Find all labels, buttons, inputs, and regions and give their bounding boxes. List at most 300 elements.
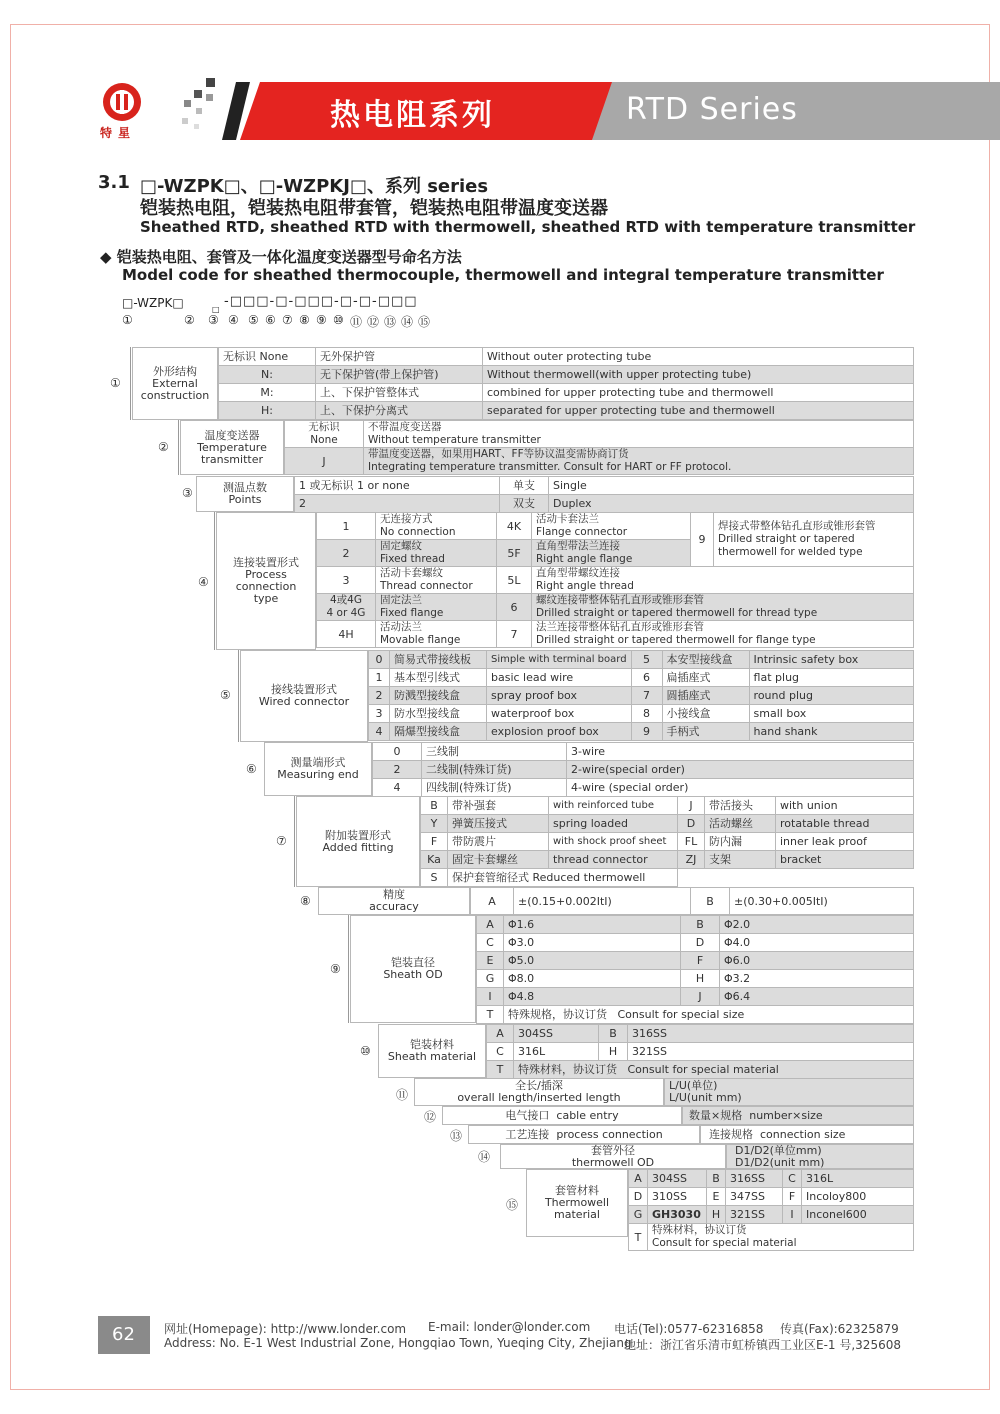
s13-b-en: connection size <box>760 1127 846 1141</box>
footer-homepage: 网址(Homepage): http://www.londer.com <box>164 1322 407 1336</box>
table-row <box>369 669 914 687</box>
s15-label-cn: 套管材料 <box>555 1184 599 1197</box>
table-cell: 无下保护管(带上保护管) <box>316 366 483 384</box>
s14-label-cn: 套管外径 <box>591 1143 635 1157</box>
table-cell: with reinforced tube <box>549 797 678 815</box>
table-cell: 活动法兰 Movable flange <box>376 621 497 648</box>
table-cell: 固定法兰 Fixed flange <box>376 594 497 621</box>
table-row <box>373 743 914 761</box>
decor-squares-icon <box>176 76 222 136</box>
table-row <box>317 594 914 621</box>
table-cell: G <box>477 970 504 988</box>
table-cell: FL <box>678 833 705 851</box>
table-cell: 单支 <box>500 477 549 495</box>
table-cell: T <box>477 1006 504 1024</box>
s13-b <box>700 1125 914 1144</box>
logo-icon <box>98 80 146 128</box>
brand-logo <box>98 80 146 128</box>
table-cell: 特殊规格，协议订货 Consult for special size <box>504 1006 914 1024</box>
subheading-cn: ◆ 铠装热电阻、套管及一体化温度变送器型号命名方法 <box>100 248 462 266</box>
table-cell: 9 <box>691 513 714 567</box>
table-cell: waterproof box <box>487 705 632 723</box>
table-cell: 3 <box>317 567 376 594</box>
s6-num: ⑥ <box>246 762 257 776</box>
table-cell: 圆插座式 <box>662 687 749 705</box>
table-cell: 基本型引线式 <box>390 669 487 687</box>
s14-unit <box>726 1144 914 1169</box>
table-cell: basic lead wire <box>487 669 632 687</box>
table-cell: 带补强套 <box>448 797 549 815</box>
table-row <box>629 1188 914 1206</box>
table-cell: F <box>421 833 448 851</box>
table-row <box>477 988 914 1006</box>
table-row <box>421 815 914 833</box>
table-cell: 2 <box>295 495 500 513</box>
table-row <box>317 513 914 540</box>
table-cell: Inconel600 <box>802 1206 914 1224</box>
table-cell: Φ3.2 <box>720 970 914 988</box>
table-cell: 直角型带法兰连接 Right angle flange <box>532 540 691 567</box>
code-num-9: ⑨ <box>316 313 327 327</box>
table-cell: 4H <box>317 621 376 648</box>
bracket-line <box>238 650 239 742</box>
table-row <box>369 723 914 741</box>
s12-a-cn: 电气接口 <box>505 1108 550 1122</box>
table-cell: Φ2.0 <box>720 916 914 934</box>
table-row <box>295 495 914 513</box>
bracket-line <box>214 512 215 650</box>
table-cell: 316L <box>514 1043 599 1061</box>
table-cell: H <box>707 1206 726 1224</box>
s8-num: ⑧ <box>300 894 311 908</box>
table-cell: with union <box>776 797 914 815</box>
s11-label-cn: 全长/插深 <box>515 1079 563 1092</box>
s9-label-en: Sheath OD <box>383 968 443 981</box>
table-cell: F <box>681 952 720 970</box>
s10-num: ⑩ <box>360 1044 371 1058</box>
table-cell: I <box>783 1206 802 1224</box>
table-row <box>471 888 914 915</box>
table-cell: D <box>678 815 705 833</box>
s5-table <box>368 650 914 741</box>
table-cell: 4-wire (special order) <box>567 779 914 797</box>
table-row <box>487 1043 914 1061</box>
s3-label-en: Points <box>228 493 262 506</box>
s11-unit <box>664 1078 914 1106</box>
table-cell: 焊接式带整体钻孔直形或锥形套管 Drilled straight or tapered thermowell for welded type <box>714 513 914 567</box>
table-cell: Without thermowell(with upper protecting tube) <box>483 366 914 384</box>
s8-label <box>318 887 470 915</box>
s15-label-en: Thermowell material <box>544 1196 610 1221</box>
table-cell: bracket <box>776 851 914 869</box>
table-cell: B <box>691 888 730 915</box>
table-cell: T <box>487 1061 514 1079</box>
s1-label-en: External construction <box>140 376 210 402</box>
s9-label-cn: 铠装直径 <box>391 956 435 969</box>
code-num-12: ⑫ <box>367 315 380 329</box>
s14-unit-en: D1/D2(unit mm) <box>735 1155 825 1169</box>
table-cell: Φ5.0 <box>504 952 681 970</box>
table-cell: E <box>707 1188 726 1206</box>
s12-b-cn: 数量×规格 <box>689 1108 743 1122</box>
table-cell: 不带温度变送器 Without temperature transmitter <box>364 421 914 448</box>
table-cell: 4K <box>497 513 532 540</box>
table-cell: 螺纹连接带整体钻孔直形或锥形套管 Drilled straight or tapered thermowell for thread type <box>532 594 914 621</box>
table-row <box>219 366 914 384</box>
table-row <box>373 761 914 779</box>
table-cell: Φ4.8 <box>504 988 681 1006</box>
s5-num: ⑤ <box>220 688 231 702</box>
table-cell: 直角型带螺纹连接 Right angle thread <box>532 567 914 594</box>
table-cell: 上、下保护分离式 <box>316 402 483 420</box>
table-cell: A <box>471 888 514 915</box>
table-row <box>285 421 914 448</box>
table-row <box>219 384 914 402</box>
bracket-line <box>178 420 179 475</box>
table-cell: Φ3.0 <box>504 934 681 952</box>
table-cell: 5 <box>631 651 662 669</box>
table-cell: J <box>681 988 720 1006</box>
table-cell: A <box>487 1025 514 1043</box>
s12-b-en: number×size <box>749 1108 823 1122</box>
table-cell: Y <box>421 815 448 833</box>
table-cell: Ka <box>421 851 448 869</box>
s4-label <box>216 512 316 650</box>
table-cell: Without outer protecting tube <box>483 348 914 366</box>
s2-table <box>284 420 914 475</box>
table-cell: 支架 <box>705 851 776 869</box>
s2-label <box>180 420 284 475</box>
table-cell: 二线制(特殊订货) <box>422 761 567 779</box>
table-cell: GH3030 <box>648 1206 707 1224</box>
table-cell: 4 <box>373 779 422 797</box>
table-cell: B <box>681 916 720 934</box>
table-row <box>373 779 914 797</box>
s13-a-en: process connection <box>556 1127 663 1141</box>
s3-table <box>294 476 914 513</box>
s8-table <box>470 887 914 915</box>
bracket-line <box>294 796 295 887</box>
s1-label <box>132 347 218 420</box>
s13-num: ⑬ <box>450 1129 463 1143</box>
table-cell: 2 <box>373 761 422 779</box>
code-num-4: ④ <box>228 313 239 327</box>
table-cell: C <box>477 934 504 952</box>
table-cell: 活动螺丝 <box>705 815 776 833</box>
table-cell: 2-wire(special order) <box>567 761 914 779</box>
table-cell: D <box>681 934 720 952</box>
table-cell: 三线制 <box>422 743 567 761</box>
table-cell: Single <box>549 477 914 495</box>
table-cell: C <box>783 1170 802 1188</box>
table-cell: 防溅型接线盒 <box>390 687 487 705</box>
table-cell: 6 <box>631 669 662 687</box>
table-cell: ±(0.30+0.005ItI) <box>730 888 914 915</box>
table-cell: 上、下保护管整体式 <box>316 384 483 402</box>
s1-label-cn: 外形结构 <box>153 364 197 378</box>
s8-label-en: accuracy <box>369 900 419 913</box>
table-cell: 1 或无标识 1 or none <box>295 477 500 495</box>
s1-num: ① <box>110 376 121 390</box>
table-cell: 无标识 None <box>285 421 364 448</box>
s4-label-en: Process connection type <box>235 568 297 605</box>
table-cell: ±(0.15+0.002ItI) <box>514 888 691 915</box>
subheading-en: Model code for sheathed thermocouple, thermowell and integral temperature transmitter <box>122 266 884 284</box>
table-cell: 0 <box>369 651 390 669</box>
table-cell: 5L <box>497 567 532 594</box>
table-cell: 固定卡套螺丝 <box>448 851 549 869</box>
table-cell: G <box>629 1206 648 1224</box>
table-cell: A <box>629 1170 648 1188</box>
s7-label-cn: 附加装置形式 <box>325 828 391 842</box>
code-num-2: ② <box>184 313 195 327</box>
table-row <box>629 1224 914 1251</box>
table-cell: explosion proof box <box>487 723 632 741</box>
table-cell: 316SS <box>628 1025 914 1043</box>
s12-b <box>682 1106 914 1125</box>
table-row <box>629 1206 914 1224</box>
table-cell: 活动卡套螺纹 Thread connector <box>376 567 497 594</box>
table-cell: 316SS <box>726 1170 783 1188</box>
table-cell: Simple with terminal board <box>487 651 632 669</box>
table-cell: 1 <box>369 669 390 687</box>
code-num-3: ③ <box>208 313 219 327</box>
s9-num: ⑨ <box>330 962 341 976</box>
code-num-14: ⑭ <box>401 315 414 329</box>
code-num-1: ① <box>122 313 133 327</box>
table-cell: Φ8.0 <box>504 970 681 988</box>
s6-label-en: Measuring end <box>277 768 359 781</box>
table-cell: small box <box>749 705 913 723</box>
code-boxes: -□□□-□-□□□-□-□-□□□ <box>224 294 418 309</box>
table-cell: Φ4.0 <box>720 934 914 952</box>
logo-text: 特星 <box>100 126 137 140</box>
table-cell: 1 <box>317 513 376 540</box>
table-cell: J <box>678 797 705 815</box>
table-cell: 小接线盒 <box>662 705 749 723</box>
table-row <box>477 1006 914 1024</box>
s4-label-cn: 连接装置形式 <box>233 556 299 569</box>
table-cell: 304SS <box>514 1025 599 1043</box>
table-row <box>421 869 914 887</box>
code-num-15: ⑮ <box>418 315 431 329</box>
table-cell: 4或4G 4 or 4G <box>317 594 376 621</box>
table-cell: T <box>629 1224 648 1251</box>
table-cell: 347SS <box>726 1188 783 1206</box>
table-cell: J <box>285 448 364 475</box>
table-cell: 固定螺纹 Fixed thread <box>376 540 497 567</box>
table-cell: E <box>477 952 504 970</box>
series-title: □-WZPK□、□-WZPKJ□、系列 series <box>140 176 489 197</box>
table-cell: B <box>599 1025 628 1043</box>
s3-label <box>196 476 294 512</box>
table-cell: 扁插座式 <box>662 669 749 687</box>
table-cell: I <box>477 988 504 1006</box>
table-cell: spring loaded <box>549 815 678 833</box>
table-row <box>369 687 914 705</box>
table-cell: 2 <box>317 540 376 567</box>
table-cell: Duplex <box>549 495 914 513</box>
table-cell: 无标识 None <box>219 348 316 366</box>
s5-label-en: Wired connector <box>258 695 350 708</box>
table-cell: separated for upper protecting tube and thermowell <box>483 402 914 420</box>
s14-label-en: thermowell OD <box>571 1155 655 1169</box>
footer-address-en: Address: No. E-1 West Industrial Zone, Hongqiao Town, Yueqing City, Zhejiang <box>164 1336 632 1350</box>
table-row <box>421 797 914 815</box>
table-row <box>285 448 914 475</box>
table-cell: hand shank <box>749 723 913 741</box>
s11-unit-cn: L/U(单位) <box>669 1079 718 1092</box>
table-row <box>317 621 914 648</box>
section-number: 3.1 <box>98 172 130 193</box>
s12-a-en: cable entry <box>556 1108 619 1122</box>
table-cell: 特殊材料，协议订货 Consult for special material <box>648 1224 914 1251</box>
table-cell: 5F <box>497 540 532 567</box>
code-num-8: ⑧ <box>299 313 310 327</box>
table-cell: D <box>629 1188 648 1206</box>
table-cell: 316L <box>802 1170 914 1188</box>
table-cell: flat plug <box>749 669 913 687</box>
code-prefix: □-WZPK□ <box>122 296 184 310</box>
s14-label <box>500 1144 726 1169</box>
table-cell: A <box>477 916 504 934</box>
s6-table <box>372 742 914 797</box>
s1-table <box>218 347 914 420</box>
footer-email: E-mail: londer@londer.com <box>428 1320 591 1334</box>
s13-b-cn: 连接规格 <box>709 1127 753 1141</box>
table-cell: Φ1.6 <box>504 916 681 934</box>
table-cell: 手柄式 <box>662 723 749 741</box>
table-cell: 防内漏 <box>705 833 776 851</box>
table-row <box>317 567 914 594</box>
bracket-line <box>348 915 349 1023</box>
table-cell: Intrinsic safety box <box>749 651 913 669</box>
s12-num: ⑫ <box>424 1110 437 1124</box>
table-cell: F <box>783 1188 802 1206</box>
s14-num: ⑭ <box>478 1150 491 1164</box>
s11-unit-en: L/U(unit mm) <box>669 1091 742 1104</box>
table-cell: 简易式带接线板 <box>390 651 487 669</box>
table-cell: Φ6.4 <box>720 988 914 1006</box>
bracket-line <box>130 347 131 420</box>
s11-label-en: overall length/inserted length <box>457 1091 621 1104</box>
banner-title-cn: 热电阻系列 <box>330 98 495 133</box>
s9-table <box>476 915 914 1024</box>
s15-num: ⑮ <box>506 1198 519 1212</box>
table-cell: C <box>487 1043 514 1061</box>
s4-num: ④ <box>198 575 209 589</box>
s14-unit-cn: D1/D2(单位mm) <box>735 1143 822 1157</box>
footer-tel: 电话(Tel):0577-62316858 <box>614 1322 764 1336</box>
table-row <box>477 916 914 934</box>
table-cell: 隔爆型接线盒 <box>390 723 487 741</box>
table-row <box>477 934 914 952</box>
table-cell: 310SS <box>648 1188 707 1206</box>
s6-label-cn: 测量端形式 <box>290 756 346 769</box>
s7-num: ⑦ <box>276 834 287 848</box>
table-cell: 弹簧压接式 <box>448 815 549 833</box>
table-cell: H <box>599 1043 628 1061</box>
table-cell: 304SS <box>648 1170 707 1188</box>
s4-table <box>316 512 914 648</box>
table-cell: 9 <box>631 723 662 741</box>
s3-num: ③ <box>182 486 193 500</box>
table-row <box>629 1170 914 1188</box>
table-cell: round plug <box>749 687 913 705</box>
s15-table <box>628 1169 914 1251</box>
table-row <box>421 833 914 851</box>
table-cell: 带温度变送器，如果用HART、FF等协议温变需协商订货 Integrating temperature transmitter. Consult for HART or FF protocol. <box>364 448 914 475</box>
table-cell: 7 <box>631 687 662 705</box>
table-cell: 6 <box>497 594 532 621</box>
code-num-5: ⑤ <box>248 313 259 327</box>
table-cell: 321SS <box>726 1206 783 1224</box>
table-row <box>477 952 914 970</box>
table-cell: 3-wire <box>567 743 914 761</box>
s10-table <box>486 1024 914 1079</box>
code-num-6: ⑥ <box>265 313 276 327</box>
table-row <box>369 705 914 723</box>
table-cell: 保护套管缩径式 Reduced thermowell <box>448 869 678 887</box>
table-cell: 3 <box>369 705 390 723</box>
table-cell: 特殊材料，协议订货 Consult for special material <box>514 1061 914 1079</box>
table-cell: 带活接头 <box>705 797 776 815</box>
s3-label-cn: 测温点数 <box>223 481 267 494</box>
code-num-10: ⑩ <box>333 313 344 327</box>
s10-label <box>378 1024 486 1078</box>
table-cell: 321SS <box>628 1043 914 1061</box>
banner-title-en: RTD Series <box>626 92 798 127</box>
footer-address-cn: 地址：浙江省乐清市虹桥镇西工业区E-1 号,325608 <box>624 1338 901 1352</box>
code-num-11: ⑪ <box>350 315 363 329</box>
table-cell: 4 <box>369 723 390 741</box>
table-cell: with shock proof sheet <box>549 833 678 851</box>
title-en: Sheathed RTD, sheathed RTD with thermowell, sheathed RTD with temperature transmitter <box>140 218 916 236</box>
table-cell: H <box>681 970 720 988</box>
table-cell: spray proof box <box>487 687 632 705</box>
table-row <box>487 1061 914 1079</box>
table-row <box>219 402 914 420</box>
code-small: □ <box>212 305 220 314</box>
table-cell: 无连接方式 No connection <box>376 513 497 540</box>
code-num-13: ⑬ <box>384 315 397 329</box>
s13-a-cn: 工艺连接 <box>505 1127 550 1141</box>
table-cell: thread connector <box>549 851 678 869</box>
table-row <box>295 477 914 495</box>
table-row <box>369 651 914 669</box>
s8-label-cn: 精度 <box>383 888 405 901</box>
s15-label <box>526 1169 628 1237</box>
table-cell: combined for upper protecting tube and thermowell <box>483 384 914 402</box>
table-cell: 8 <box>631 705 662 723</box>
table-cell: 带防震片 <box>448 833 549 851</box>
page-number: 62 <box>112 1324 135 1345</box>
table-cell: 0 <box>373 743 422 761</box>
table-row <box>421 851 914 869</box>
table-cell: 防水型接线盒 <box>390 705 487 723</box>
s7-label <box>296 796 420 887</box>
table-cell: 2 <box>369 687 390 705</box>
table-cell: 本安型接线盒 <box>662 651 749 669</box>
table-cell: ZJ <box>678 851 705 869</box>
s11-num: ⑪ <box>396 1088 409 1102</box>
table-cell: inner leak proof <box>776 833 914 851</box>
table-cell: B <box>707 1170 726 1188</box>
table-cell: rotatable thread <box>776 815 914 833</box>
s2-num: ② <box>158 440 169 454</box>
s11-label <box>414 1078 664 1106</box>
table-cell: 四线制(特殊订货) <box>422 779 567 797</box>
